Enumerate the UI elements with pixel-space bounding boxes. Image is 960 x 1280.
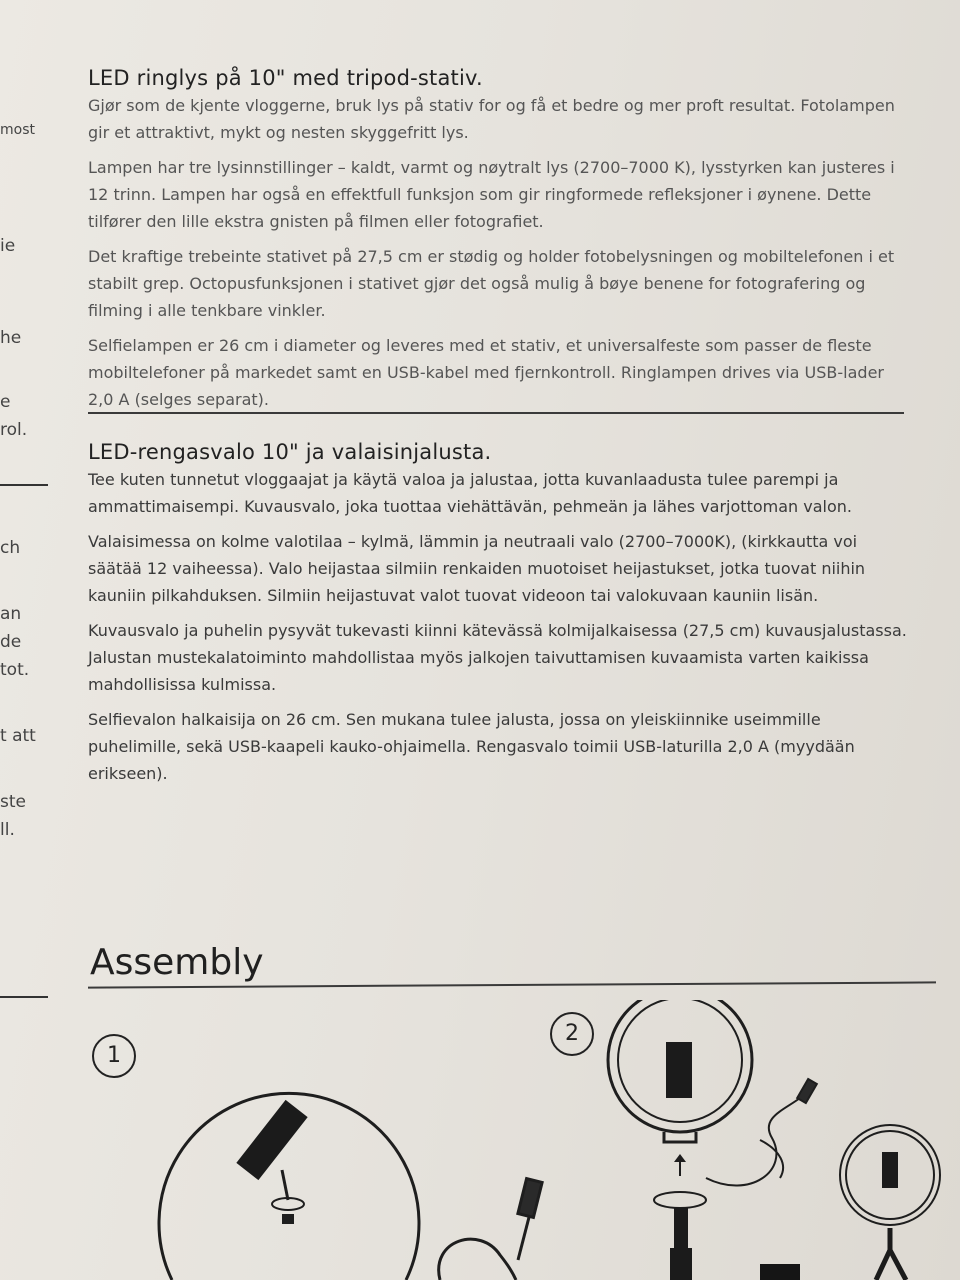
edge-shadow [760,1264,800,1280]
left-fragment: t att [0,726,36,746]
left-column-fragments [0,0,60,1280]
left-divider [0,996,48,998]
left-fragment: ll. [0,820,15,840]
left-fragment: e [0,392,11,412]
finnish-title: LED-rengasvalo 10" ja valaisinjalusta. [88,440,492,464]
left-fragment: most [0,122,35,138]
finnish-paragraph: Selfievalon halkaisija on 26 cm. Sen mukana tulee jalusta, jossa on yleiskiinnike useimmille puhelimille, sekä USB-kaapeli kauko-ohjaimella. Rengasvalo toimii USB-laturilla 2,0 A (myydään erikseen). [88,710,855,783]
assembly-illustration [60,1000,960,1280]
section-divider [88,412,904,414]
usb-cable-icon [439,1179,542,1280]
phone-icon [882,1152,898,1188]
step-number-1: 1 [92,1034,136,1078]
assembly-title: Assembly [90,942,264,983]
norwegian-paragraph: Lampen har tre lysinnstillinger – kaldt, varmt og nøytralt lys (2700–7000 K), lysstyrken kan justeres i 12 trinn. Lampen har også en effektfull funksjon som gir ringformede refleksjoner i øynene. Dette tilfører den lille ekstra gnisten på filmen eller fotografiet. [88,158,895,231]
phone-icon [666,1042,692,1098]
tripod-icon [670,1208,692,1280]
remote-cable-icon [706,1079,817,1186]
finnish-paragraph: Kuvausvalo ja puhelin pysyvät tukevasti kiinni kätevässä kolmijalkaisessa (27,5 cm) kuvausjalustassa. Jalustan mustekalatoiminto mahdollistaa myös jalkojen taivuttamisen kuvaamista varten kaikissa mahdollisissa kulmissa. [88,621,907,694]
rotate-arrow-icon [654,1192,706,1208]
phone-icon [236,1100,307,1224]
left-fragment: rol. [0,420,28,440]
finnish-paragraph: Tee kuten tunnetut vloggaajat ja käytä valoa ja jalustaa, jotta kuvanlaadusta tulee parempi ja ammattimaisempi. Kuvausvalo, joka tuottaa viehättävän, pehmeän ja lähes varjottoman valon. [88,470,852,516]
norwegian-section [88,66,908,421]
norwegian-title: LED ringlys på 10" med tripod-stativ. [88,66,483,90]
tripod-icon [876,1228,906,1280]
norwegian-paragraph: Det kraftige trebeinte stativet på 27,5 cm er stødig og holder fotobelysningen og mobiltelefonen i et stabilt grep. Octopusfunksjonen i stativet gjør det også mulig å bøye benene for fotografering og filming i alle tenkbare vinkler. [88,247,895,320]
left-fragment: tot. [0,660,30,680]
left-fragment: an [0,604,22,624]
left-fragment: ie [0,236,16,256]
finnish-section [88,440,908,795]
norwegian-paragraph: Gjør som de kjente vloggerne, bruk lys på stativ for og få et bedre og mer proft resultat. Fotolampen gir et attraktivt, mykt og nesten skyggefritt lys. [88,96,895,142]
finnish-paragraph: Valaisimessa on kolme valotilaa – kylmä, lämmin ja neutraali valo (2700–7000K), (kirkkautta voi säätää 12 vaiheessa). Valo heijastaa silmiin renkaiden muotoiset heijastukset, jotka tuovat niihin kauniin pilkahduksen. Silmiin heijastuvat valot tuovat videoon tai valokuvaan kauniin lisän. [88,532,866,605]
assembly-figures [60,1000,960,1280]
left-divider [0,484,48,486]
step-number-2: 2 [550,1012,594,1056]
left-fragment: he [0,328,22,348]
left-fragment: ste [0,792,26,812]
left-fragment: de [0,632,22,652]
norwegian-paragraph: Selfielampen er 26 cm i diameter og leveres med et stativ, et universalfeste som passer de fleste mobiltelefoner på markedet samt en USB-kabel med fjernkontroll. Ringlampen drives via USB-lader 2,0 A (selges separat). [88,336,884,409]
left-fragment: ch [0,538,21,558]
